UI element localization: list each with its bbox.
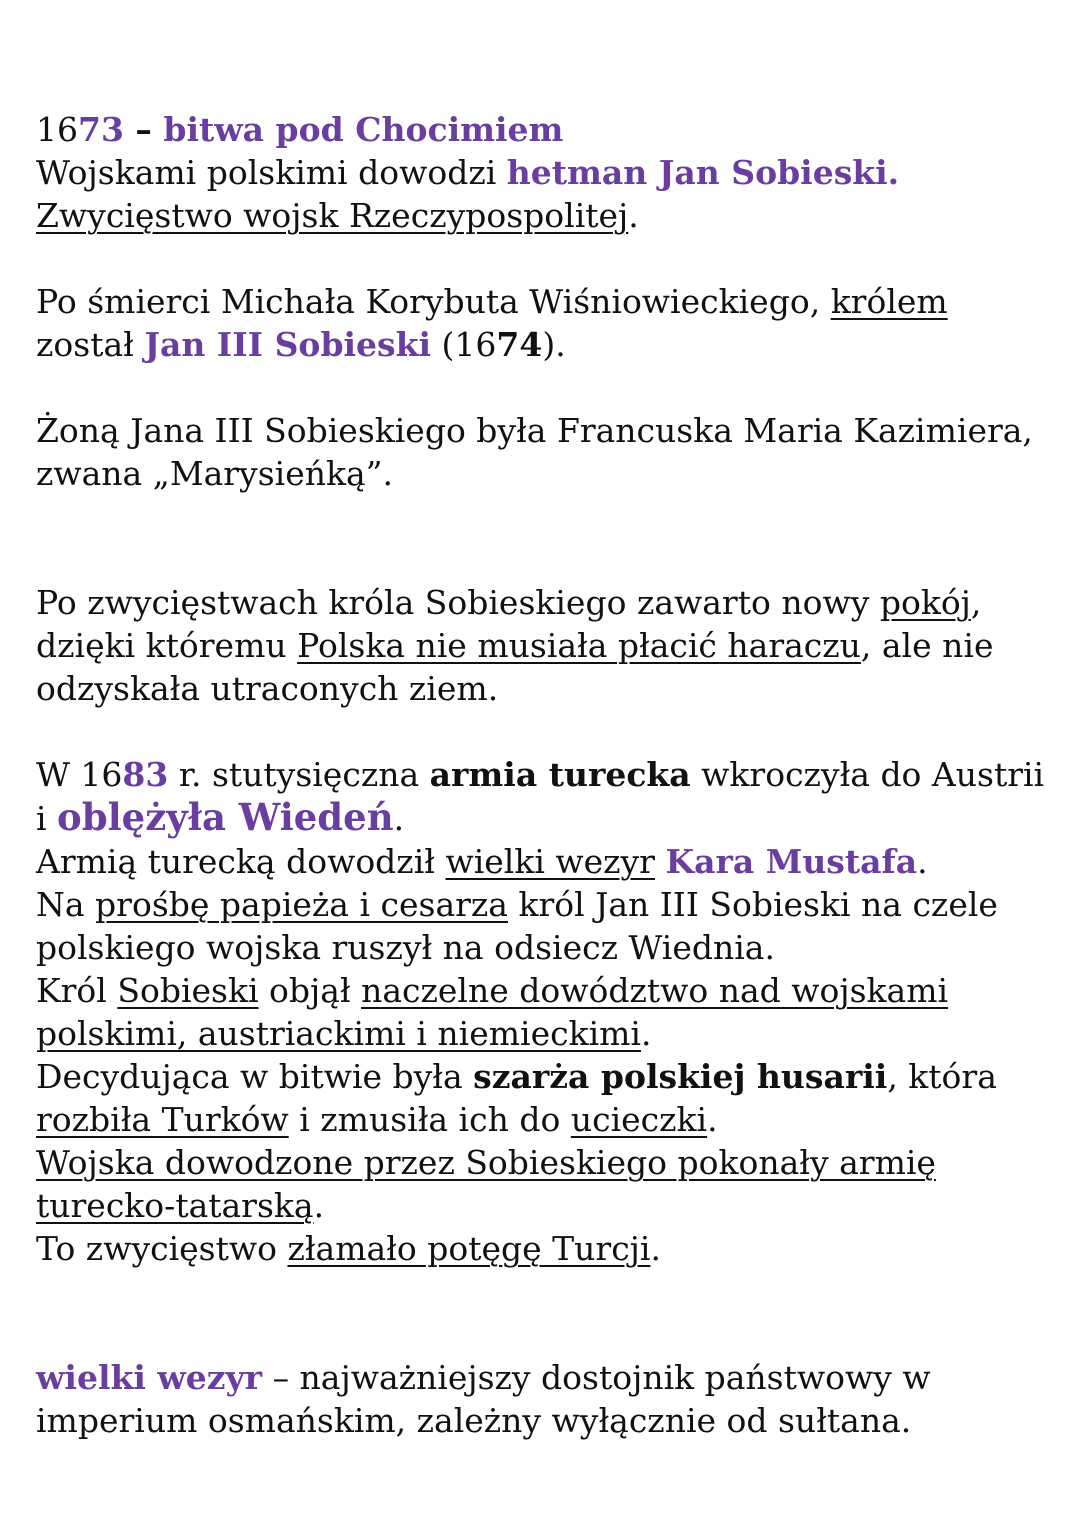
kara-mustafa: Kara Mustafa [665, 842, 918, 881]
supreme-command: naczelne dowództwo nad wojskami polskimi, austriackimi i niemieckimi [36, 971, 949, 1053]
victory-text: Zwycięstwo wojsk Rzeczypospolitej [36, 196, 629, 235]
king-name: Jan III Sobieski [144, 325, 432, 364]
peace-mid: , dzięki któremu [36, 583, 982, 665]
year-prefix: 16 [36, 110, 78, 149]
definition-text: – najważniejszy dostojnik państwowy w imperium osmańskim, zależny wyłącznie od sułtana. [36, 1358, 931, 1440]
vizier-space [655, 842, 666, 881]
peace-pre: Po zwycięstwach króla Sobieskiego zawarto nowy [36, 583, 880, 622]
victory-g1: To zwycięstwo [36, 1229, 288, 1268]
peace-section [36, 581, 1056, 710]
hussar-charge: szarża polskiej husarii [473, 1057, 888, 1096]
vienna-year: 83 [122, 755, 169, 794]
hussars-e1: Decydująca w bitwie była [36, 1057, 474, 1096]
commander-name: hetman Jan Sobieski. [506, 153, 900, 192]
victory-period: . [628, 196, 639, 235]
king-section [36, 280, 1056, 366]
turkish-army: armia turecka [429, 755, 691, 794]
peace-post: , ale nie odzyskała utraconych ziem. [36, 626, 994, 708]
command-d1: Król [36, 971, 118, 1010]
vienna-a2: r. stutysięczna [168, 755, 430, 794]
definition-term: wielki wezyr [36, 1358, 263, 1397]
peace-word: pokój [879, 583, 971, 622]
vizier-title: wielki wezyr [445, 842, 655, 881]
hussars-end: . [707, 1100, 718, 1139]
command-sobieski: Sobieski [117, 971, 259, 1010]
command-d2: objął [258, 971, 362, 1010]
request-c2: król Jan III Sobieski na czele polskiego wojska ruszył na odsiecz Wiednia. [36, 885, 998, 967]
king-word: królem [830, 282, 948, 321]
peace-tribute: Polska nie musiała płacić haraczu [297, 626, 861, 665]
commander-text: Wojskami polskimi dowodzi [36, 153, 507, 192]
army-defeated-end: . [313, 1186, 325, 1225]
hussars-e3: i zmusiła ich do [288, 1100, 571, 1139]
vienna-section [36, 753, 1056, 1270]
command-end: . [641, 1014, 652, 1053]
request-c1: Na [36, 885, 96, 924]
king-paren-open: (16 [431, 325, 497, 364]
dash: – [123, 110, 164, 149]
siege-of-vienna: oblężyła Wiedeń [57, 795, 394, 839]
vizier-b1: Armią turecką dowodził [36, 842, 446, 881]
defeated-turks: rozbiła Turków [36, 1100, 289, 1139]
king-year: 74 [496, 325, 543, 364]
victory-g-end: . [650, 1229, 661, 1268]
vizier-definition [36, 1356, 1056, 1442]
army-defeated: Wojska dowodzone przez Sobieskiego pokonały armię turecko-tatarską [36, 1143, 936, 1225]
chocim-section [36, 108, 1056, 237]
retreat: ucieczki [570, 1100, 708, 1139]
note-page [36, 108, 1056, 1442]
king-pre: Po śmierci Michała Korybuta Wiśniowieckiego, [36, 282, 831, 321]
pope-emperor-request: prośbę papieża i cesarza [95, 885, 508, 924]
vienna-a3: wkroczyła do Austrii i [36, 755, 1045, 838]
hussars-e2: , która [887, 1057, 997, 1096]
wife-section [36, 409, 1056, 495]
chocim-title: bitwa pod Chocimiem [163, 110, 564, 149]
wife-text: Żoną Jana III Sobieskiego była Francuska Maria Kazimiera, zwana „Marysieńką”. [36, 411, 1033, 493]
year-suffix: 73 [78, 110, 124, 149]
vienna-a4: . [393, 799, 405, 838]
king-mid: został [36, 325, 145, 364]
king-paren-close: ). [542, 325, 566, 364]
vienna-a1: W 16 [36, 755, 123, 794]
vizier-end: . [917, 842, 928, 881]
broke-turkish-power: złamało potęgę Turcji [287, 1229, 651, 1268]
